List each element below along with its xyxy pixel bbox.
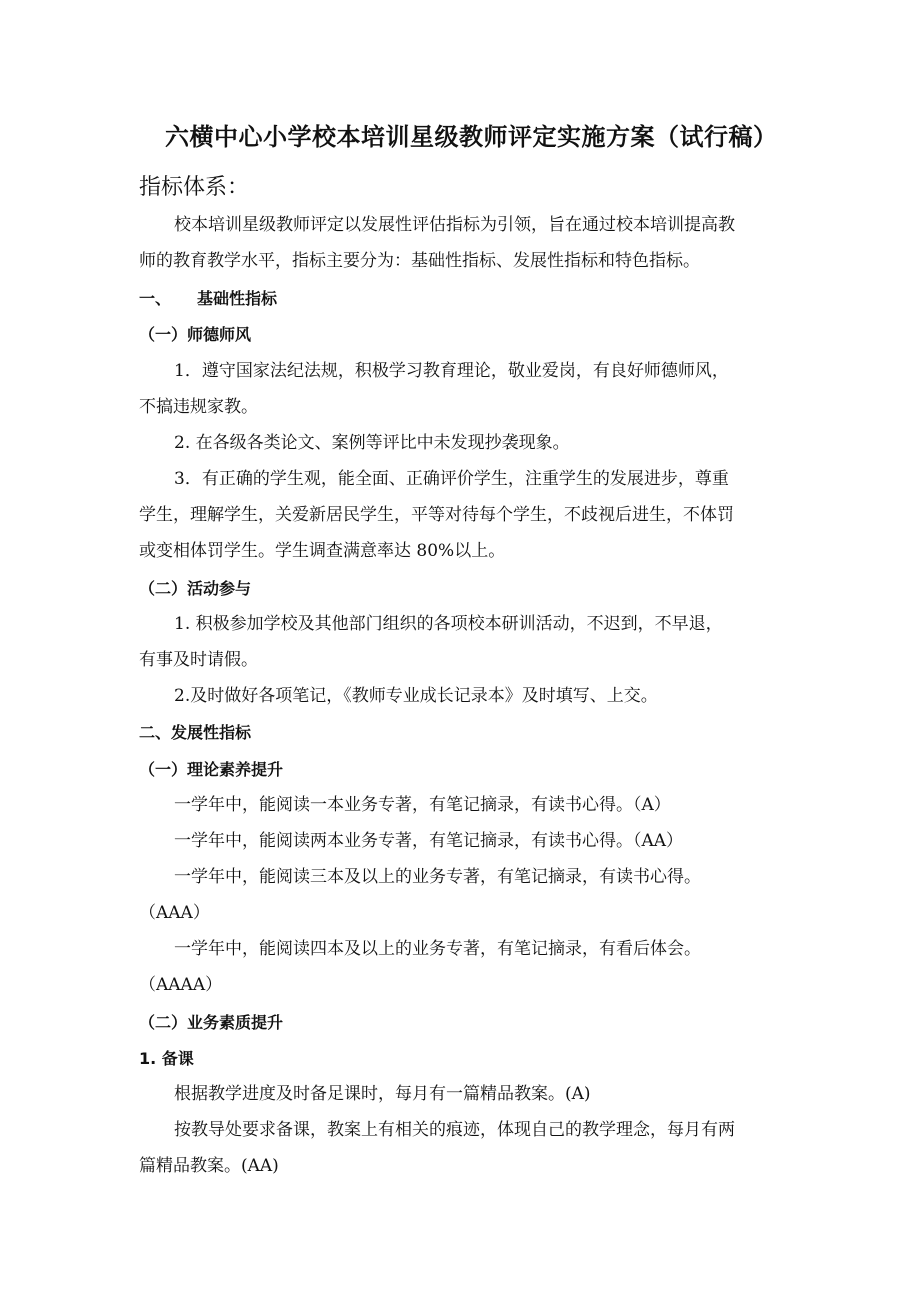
part1-sub1-heading: （一）师德师风 xyxy=(139,325,252,344)
part2-sub1-level-aa: 一学年中，能阅读两本业务专著，有笔记摘录，有读书心得。（AA） xyxy=(174,831,684,851)
part2-sub2-level-a: 根据教学进度及时备足课时，每月有一篇精品教案。(A) xyxy=(174,1084,591,1104)
part1-sub2-item1-line-2: 有事及时请假。 xyxy=(139,650,258,670)
part2-sub2-level-aa-line-2: 篇精品教案。(AA) xyxy=(139,1156,279,1176)
part1-sub1-item3-line-3: 或变相体罚学生。学生调查满意率达 80%以上。 xyxy=(139,541,506,561)
part1-sub1-item2: 2. 在各级各类论文、案例等评比中未发现抄袭现象。 xyxy=(174,433,570,453)
section-heading: 指标体系： xyxy=(139,175,250,200)
part1-title: 基础性指标 xyxy=(197,289,278,308)
part2-sub1-level-a: 一学年中，能阅读一本业务专著，有笔记摘录，有读书心得。（A） xyxy=(174,795,671,815)
part2-sub2-heading: （二）业务素质提升 xyxy=(139,1013,284,1032)
part2-heading: 二、发展性指标 xyxy=(139,723,252,742)
part1-sub1-item3-line-1: 3．有正确的学生观，能全面、正确评价学生，注重学生的发展进步，尊重 xyxy=(174,469,729,489)
part2-sub1-level-aaaa-line-1: 一学年中，能阅读四本及以上的业务专著，有笔记摘录，有看后体会。 xyxy=(174,939,701,959)
part1-number: 一、 xyxy=(139,289,172,308)
part2-sub1-level-aaa-line-1: 一学年中，能阅读三本及以上的业务专著，有笔记摘录，有读书心得。 xyxy=(174,867,701,887)
intro-paragraph-line-2: 师的教育教学水平，指标主要分为：基础性指标、发展性指标和特色指标。 xyxy=(139,251,700,271)
part1-sub1-item1-line-2: 不搞违规家教。 xyxy=(139,397,258,417)
part2-sub1-heading: （一）理论素养提升 xyxy=(139,760,284,779)
part2-sub2-level-aa-line-1: 按教导处要求备课，教案上有相关的痕迹，体现自己的教学理念，每月有两 xyxy=(174,1120,735,1140)
part1-sub2-item1-line-1: 1. 积极参加学校及其他部门组织的各项校本研训活动，不迟到，不早退， xyxy=(174,614,723,634)
part1-sub1-item3-line-2: 学生，理解学生，关爱新居民学生，平等对待每个学生，不歧视后进生，不体罚 xyxy=(139,505,734,525)
part1-sub2-heading: （二）活动参与 xyxy=(139,579,252,598)
document-title: 六横中心小学校本培训星级教师评定实施方案（试行稿） xyxy=(165,123,778,151)
part1-sub2-item2: 2.及时做好各项笔记，《教师专业成长记录本》及时填写、上交。 xyxy=(174,686,658,706)
part2-sub1-level-aaaa-line-2: （AAAA） xyxy=(139,975,223,995)
part2-sub1-level-aaa-line-2: （AAA） xyxy=(139,903,210,923)
intro-paragraph-line-1: 校本培训星级教师评定以发展性评估指标为引领，旨在通过校本培训提高教 xyxy=(174,215,735,235)
part1-sub1-item1-line-1: 1．遵守国家法纪法规，积极学习教育理论，敬业爱岗，有良好师德师风， xyxy=(174,361,729,381)
part2-sub2-topic1: 1. 备课 xyxy=(139,1049,194,1068)
part1-heading xyxy=(139,288,277,310)
